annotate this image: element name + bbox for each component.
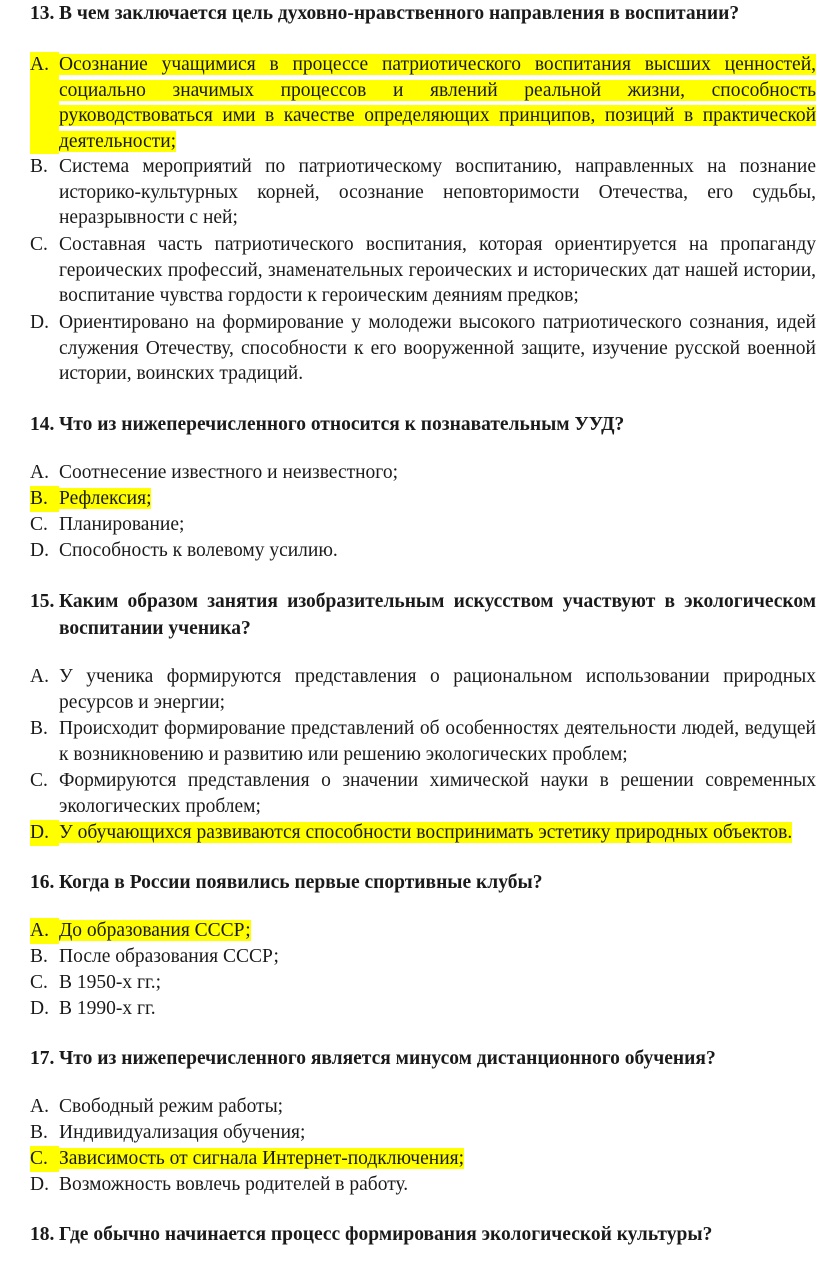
option-16-c: [30, 970, 816, 996]
option-17-b: [30, 1120, 816, 1146]
option-14-c: [30, 512, 816, 538]
option-text: До образования СССР;: [59, 920, 251, 941]
option-14-a: [30, 460, 816, 486]
option-letter: A.: [30, 1096, 49, 1117]
option-text: У обучающихся развиваются способности воспринимать эстетику природных объектов.: [59, 822, 793, 843]
question-text: Когда в России появились первые спортивные клубы?: [59, 872, 543, 893]
option-text: Соотнесение известного и неизвестного;: [59, 462, 398, 483]
option-15-a: [30, 664, 816, 715]
option-text: У ученика формируются представления о рациональном использовании природных ресурсов и энергии;: [59, 666, 816, 713]
option-17-c: [30, 1146, 816, 1172]
question-number: 18.: [30, 1224, 55, 1245]
option-text: После образования СССР;: [59, 946, 279, 967]
question-13: [30, 0, 816, 27]
option-text: В 1950-х гг.;: [59, 972, 162, 993]
option-text: Индивидуализация обучения;: [59, 1122, 306, 1143]
question-text: Что из нижеперечисленного является минусом дистанционного обучения?: [59, 1048, 716, 1069]
option-letter: D.: [30, 312, 49, 333]
question-16: [30, 869, 816, 896]
option-17-d: [30, 1172, 816, 1198]
question-number: 17.: [30, 1048, 55, 1069]
option-13-b: [30, 154, 816, 231]
question-15: [30, 588, 816, 642]
question-text: Что из нижеперечисленного относится к познавательным УУД?: [59, 414, 625, 435]
option-letter: D.: [30, 820, 59, 846]
option-13-d: [30, 310, 816, 387]
option-text: Система мероприятий по патриотическому воспитанию, направленных на познание историко-культурных корней, осознание неповторимости Отечества, его судьбы, неразрывности с ней;: [59, 156, 816, 229]
option-letter: A.: [30, 462, 49, 483]
option-letter: A.: [30, 666, 49, 687]
option-letter: A.: [30, 918, 59, 944]
option-15-c: [30, 768, 816, 819]
option-letter: B.: [30, 1122, 48, 1143]
option-13-a: [30, 52, 816, 154]
option-text: Зависимость от сигнала Интернет-подключения;: [59, 1148, 465, 1169]
option-letter: A.: [30, 52, 59, 154]
option-letter: C.: [30, 972, 48, 993]
option-text: В 1990-х гг.: [59, 998, 156, 1019]
option-letter: C.: [30, 1146, 59, 1172]
option-text: Планирование;: [59, 514, 185, 535]
question-text: В чем заключается цель духовно-нравственного направления в воспитании?: [59, 3, 740, 24]
question-number: 13.: [30, 3, 55, 24]
option-15-d: [30, 820, 816, 846]
option-14-d: [30, 538, 816, 564]
option-letter: D.: [30, 540, 49, 561]
question-18: [30, 1221, 816, 1248]
question-17: [30, 1045, 816, 1072]
question-14: [30, 411, 816, 438]
option-text: Составная часть патриотического воспитания, которая ориентируется на пропаганду героических профессий, знаменательных героических и исторических дат нашей истории, воспитание чувства гордости к героическим деяниям предков;: [59, 234, 816, 307]
option-17-a: [30, 1094, 816, 1120]
option-letter: D.: [30, 1174, 49, 1195]
question-number: 15.: [30, 591, 55, 612]
option-letter: C.: [30, 514, 48, 535]
option-text: Осознание учащимися в процессе патриотического воспитания высших ценностей, социально значимых процессов и явлений реальной жизни, способность руководствоваться ими в качестве определяющих принципов, позиций в практической деятельности;: [59, 54, 816, 152]
question-number: 16.: [30, 872, 55, 893]
option-letter: C.: [30, 770, 48, 791]
option-16-d: [30, 996, 816, 1022]
option-letter: B.: [30, 946, 48, 967]
question-text: Каким образом занятия изобразительным искусством участвуют в экологическом воспитании ученика?: [59, 591, 816, 639]
question-text: Где обычно начинается процесс формирования экологической культуры?: [59, 1224, 713, 1245]
option-letter: B.: [30, 718, 48, 739]
option-16-b: [30, 944, 816, 970]
option-text: Рефлексия;: [59, 488, 152, 509]
option-text: Возможность вовлечь родителей в работу.: [59, 1174, 409, 1195]
option-text: Ориентировано на формирование у молодежи высокого патриотического сознания, идей служения Отечеству, способности к его вооруженной защите, изучение русской военной истории, воинских традиций.: [59, 312, 816, 385]
option-14-b: [30, 486, 816, 512]
option-letter: C.: [30, 234, 48, 255]
option-15-b: [30, 716, 816, 767]
option-text: Происходит формирование представлений об особенностях деятельности людей, ведущей к возникновению и развитию или решению экологических проблем;: [59, 718, 816, 765]
option-13-c: [30, 232, 816, 309]
option-letter: B.: [30, 156, 48, 177]
option-letter: B.: [30, 486, 59, 512]
option-16-a: [30, 918, 816, 944]
option-text: Формируются представления о значении химической науки в решении современных экологических проблем;: [59, 770, 816, 817]
question-number: 14.: [30, 414, 55, 435]
option-letter: D.: [30, 998, 49, 1019]
option-text: Способность к волевому усилию.: [59, 540, 338, 561]
option-text: Свободный режим работы;: [59, 1096, 284, 1117]
